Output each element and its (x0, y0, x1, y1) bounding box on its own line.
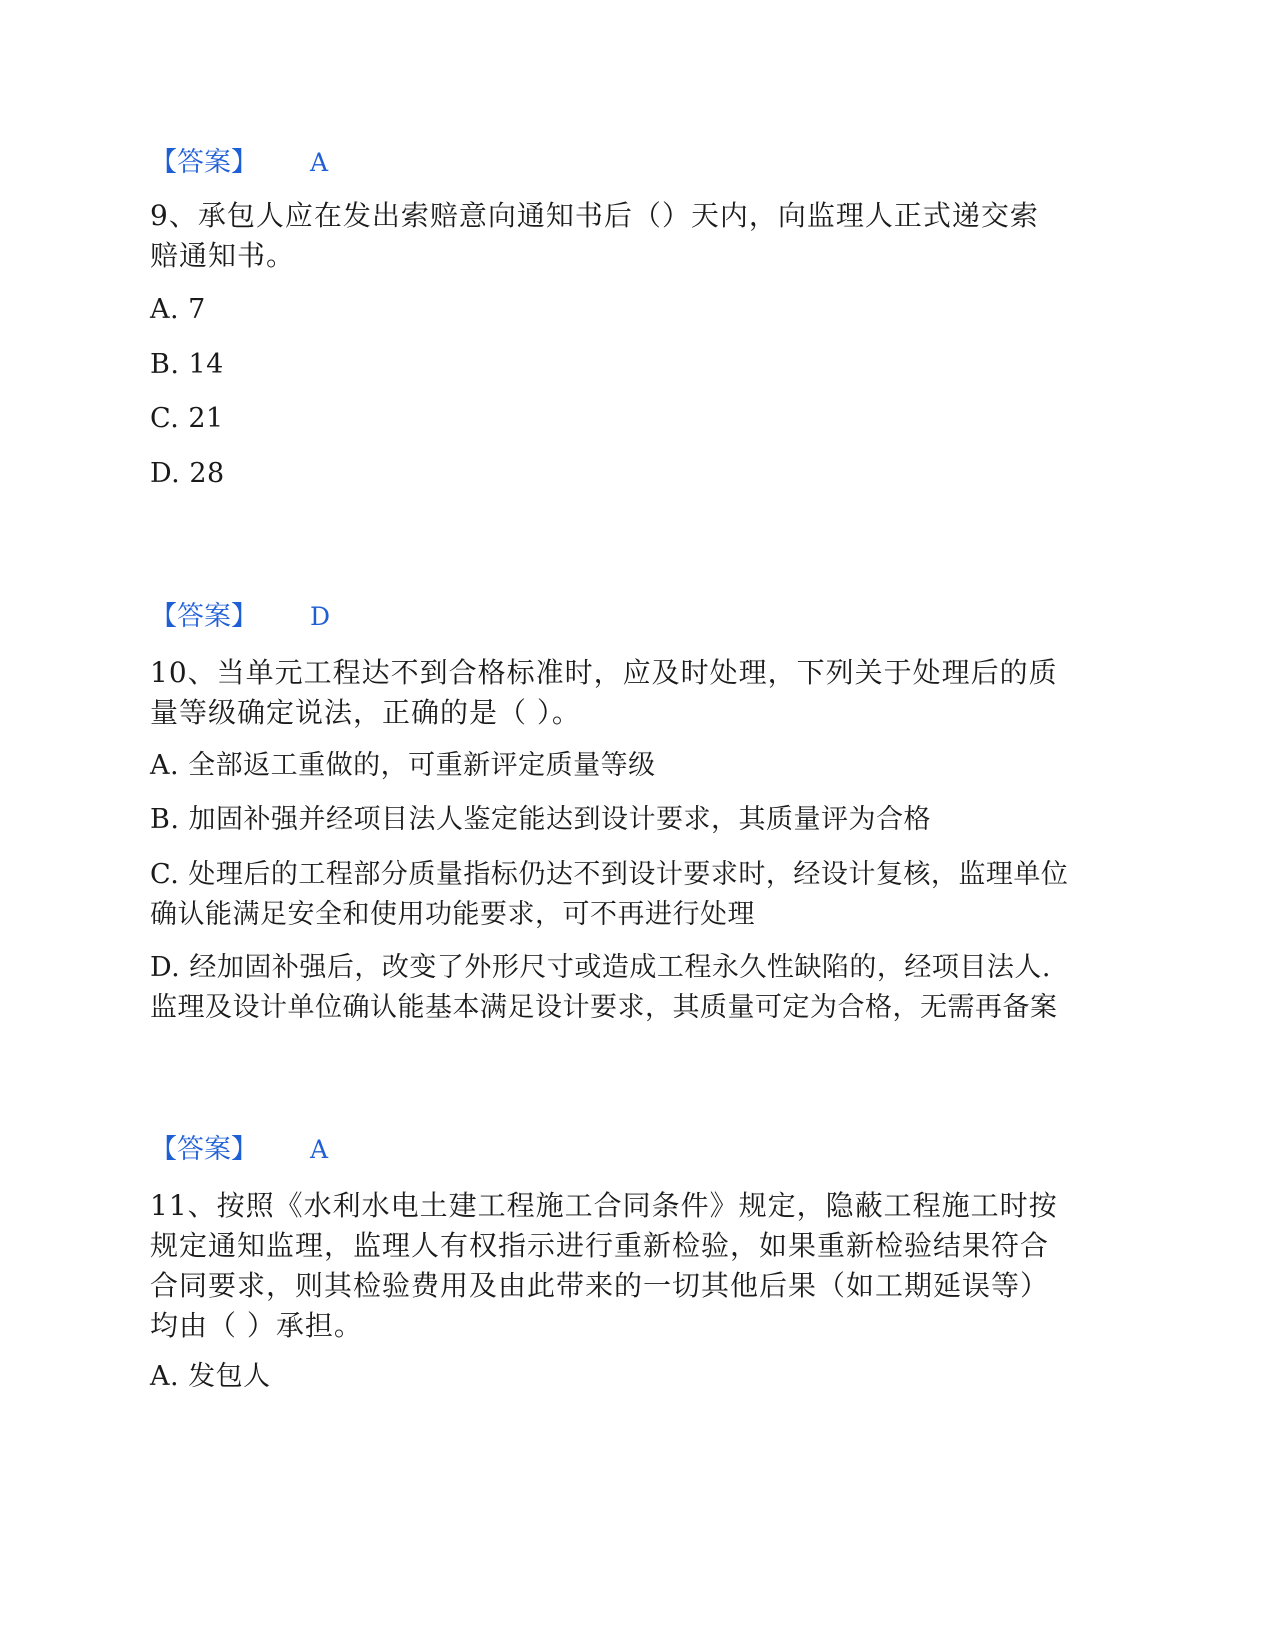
question-10-option-a: A. 全部返工重做的，可重新评定质量等级 (150, 750, 656, 781)
answer-label: 【答案】 (150, 147, 258, 178)
answer-line (150, 600, 1130, 634)
question-9-option-c: C. 21 (150, 403, 224, 434)
answer-line (150, 146, 1130, 180)
answer-label: 【答案】 (150, 601, 258, 632)
answer-label: 【答案】 (150, 1134, 258, 1165)
question-9-text: 9、承包人应在发出索赔意向通知书后（）天内，向监理人正式递交索赔通知书。 (150, 199, 1039, 272)
question-10-option-b: B. 加固补强并经项目法人鉴定能达到设计要求，其质量评为合格 (150, 804, 932, 835)
question-11-option-a: A. 发包人 (150, 1361, 271, 1392)
question-10-text: 10、当单元工程达不到合格标准时，应及时处理，下列关于处理后的质量等级确定说法，正确的是（ ）。 (150, 656, 1058, 729)
question-10-option-d: D. 经加固补强后，改变了外形尺寸或造成工程永久性缺陷的，经项目法人.监理及设计单位确认能基本满足设计要求，其质量可定为合格，无需再备案 (150, 952, 1058, 1023)
question-11-text: 11、按照《水利水电土建工程施工合同条件》规定，隐蔽工程施工时按规定通知监理，监理人有权指示进行重新检验，如果重新检验结果符合合同要求，则其检验费用及由此带来的一切其他后果（如工期延误等）均由（ ）承担。 (150, 1189, 1058, 1342)
question-9-option-a: A. 7 (150, 294, 206, 325)
answer-value: A (310, 148, 329, 177)
answer-value: D (310, 602, 331, 631)
question-10-option-c: C. 处理后的工程部分质量指标仍达不到设计要求时，经设计复核，监理单位确认能满足安全和使用功能要求，可不再进行处理 (150, 859, 1069, 930)
answer-value: A (310, 1135, 329, 1164)
question-9-option-d: D. 28 (150, 458, 225, 489)
answer-line (150, 1133, 1130, 1167)
question-9-option-b: B. 14 (150, 349, 224, 380)
